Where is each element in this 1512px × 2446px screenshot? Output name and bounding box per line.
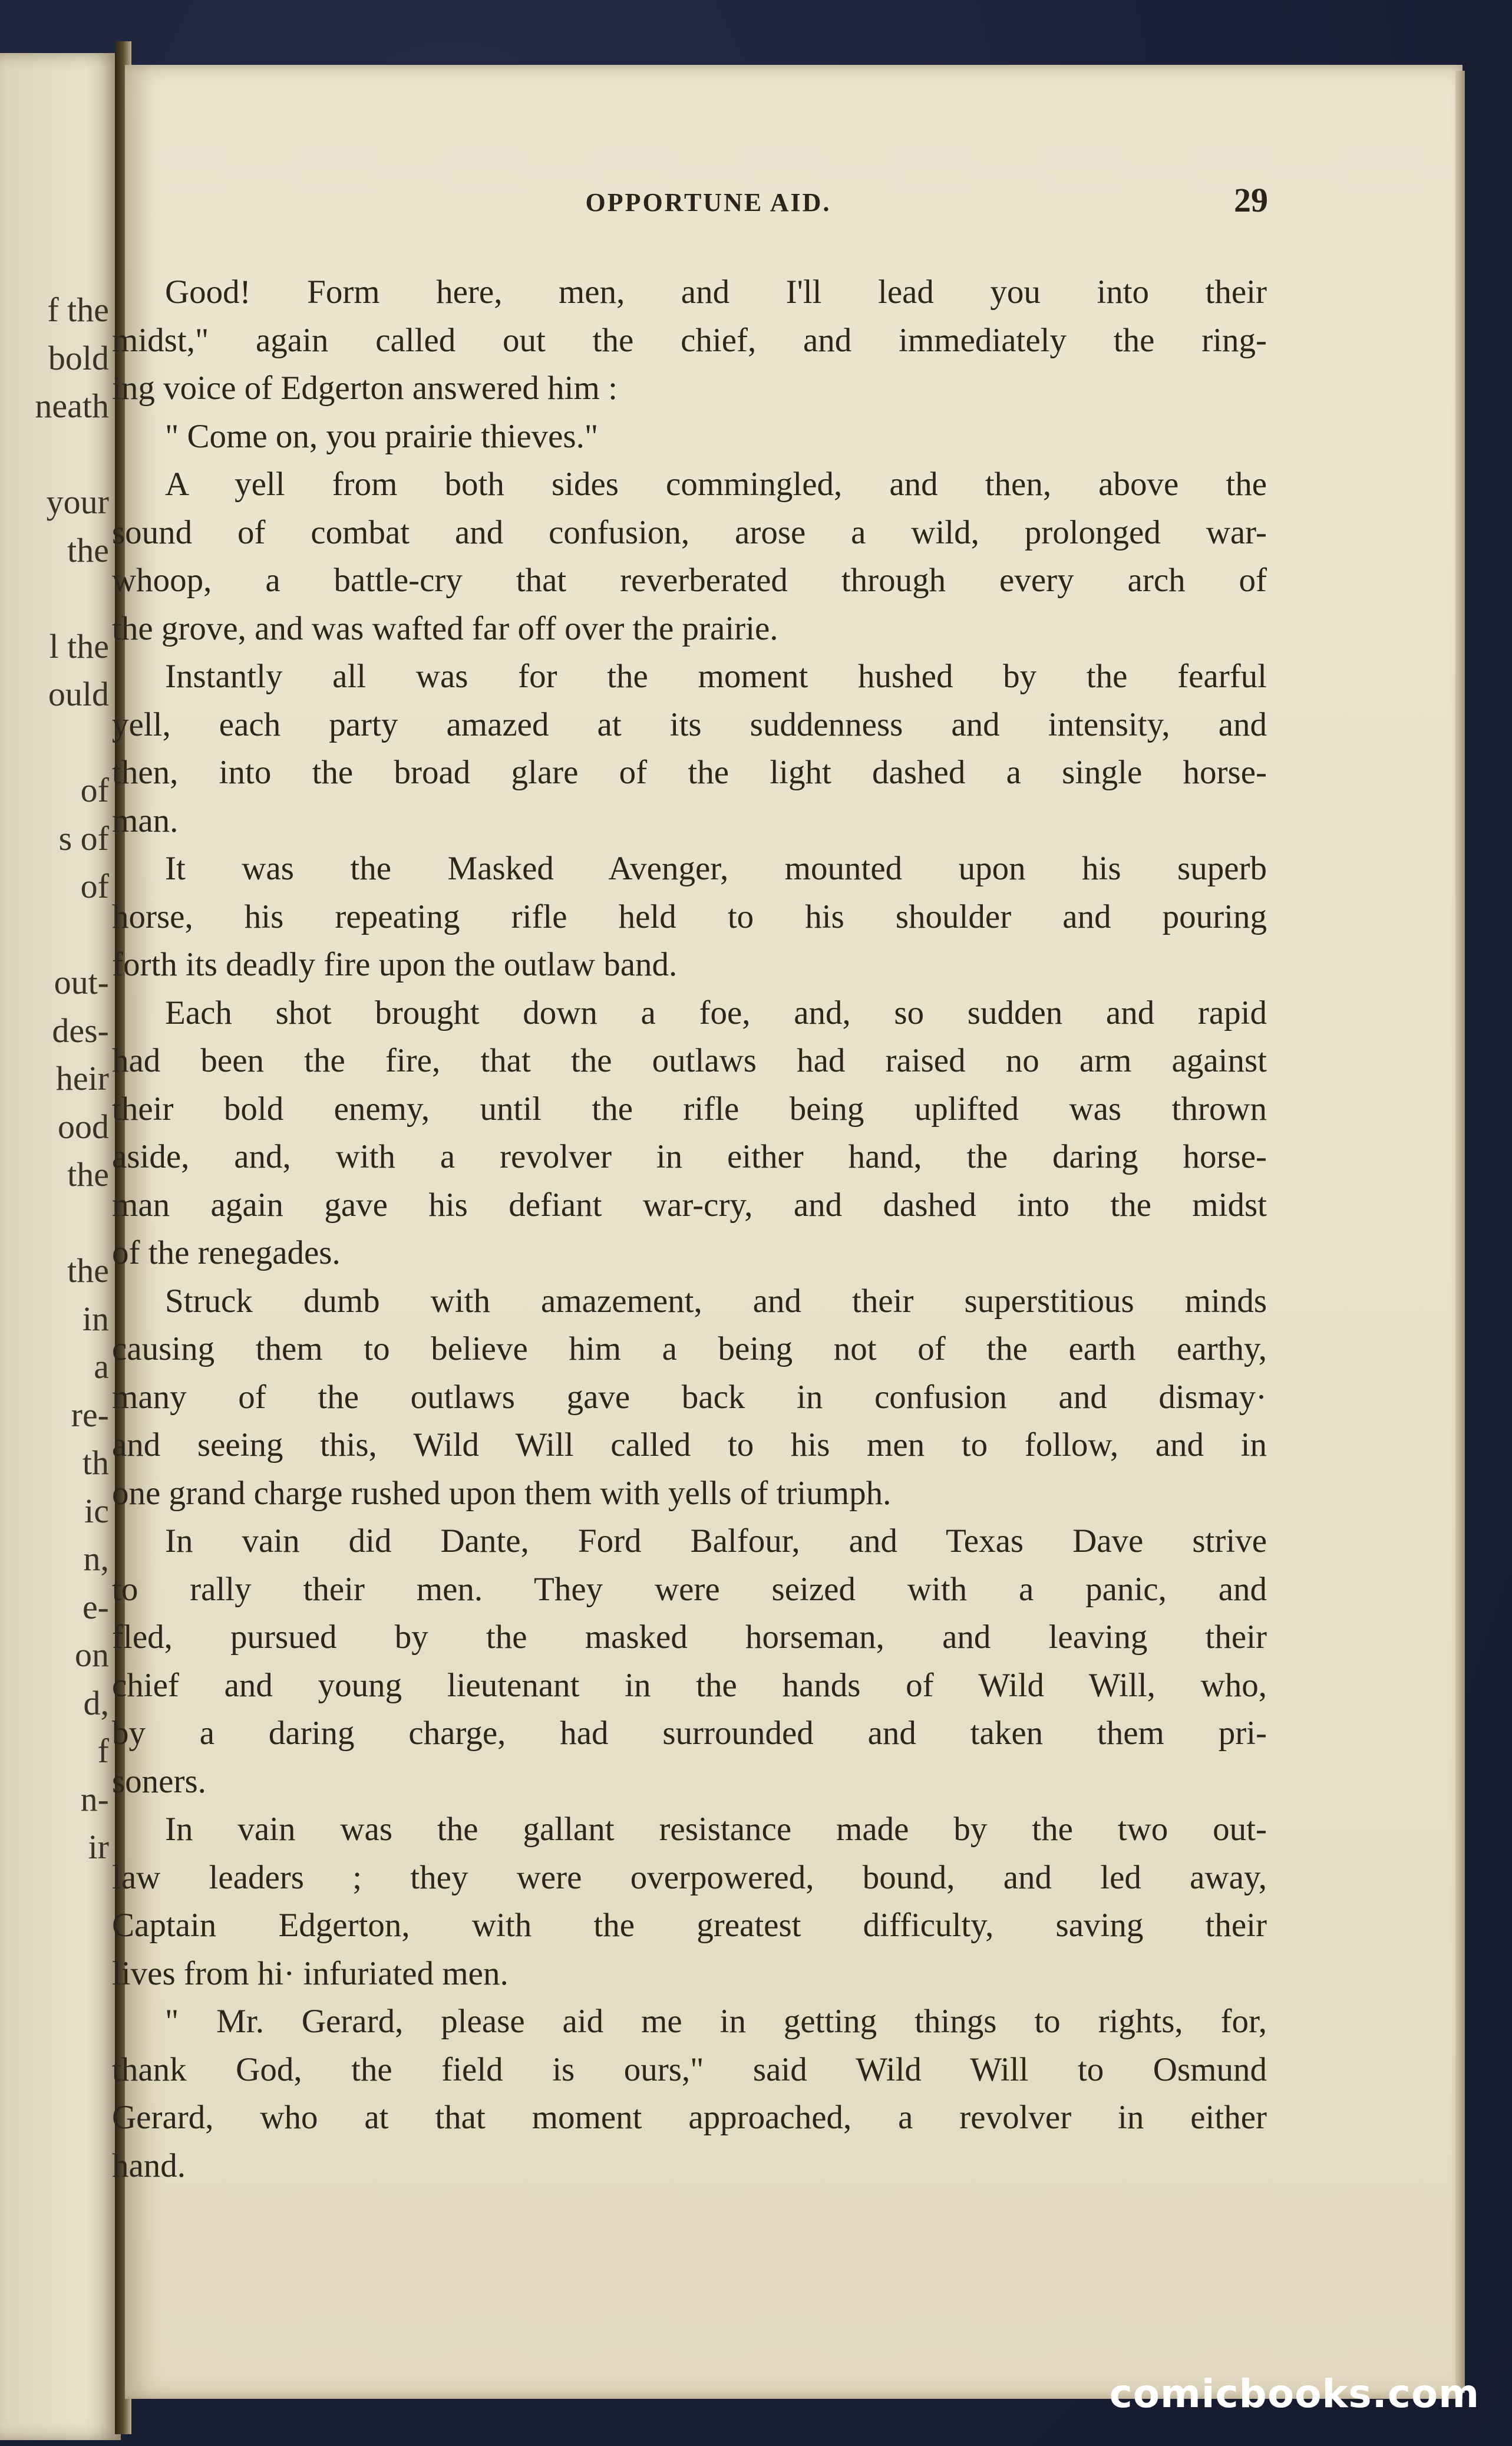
text-line: In vain was the gallant resistance made by the two out- bbox=[165, 1811, 1267, 1848]
page-number: 29 bbox=[1234, 181, 1268, 219]
text-line: of the renegades. bbox=[112, 1234, 341, 1271]
body-text bbox=[112, 268, 1267, 2190]
watermark: comicbooks.com bbox=[1109, 2371, 1480, 2417]
text-line: by a daring charge, had surrounded and taken them pri- bbox=[112, 1715, 1267, 1752]
text-line: " Come on, you prairie thieves." bbox=[165, 417, 599, 455]
left-page-fragment: your bbox=[46, 483, 109, 521]
left-page-fragment: s of bbox=[58, 819, 109, 858]
text-line: and seeing this, Wild Will called to his men to follow, and in bbox=[112, 1426, 1267, 1463]
left-page-fragment bbox=[0, 718, 109, 767]
left-page-fragment: neath bbox=[35, 387, 109, 425]
left-page-fragment: f the bbox=[47, 291, 109, 329]
left-facing-page bbox=[0, 53, 121, 2440]
text-line: Instantly all was for the moment hushed by the fearful bbox=[165, 658, 1267, 695]
text-line: " Mr. Gerard, please aid me in getting things to rights, for, bbox=[165, 2003, 1267, 2040]
left-page-fragment: the bbox=[67, 1155, 109, 1194]
running-head: OPPORTUNE AID. bbox=[585, 188, 831, 217]
left-page-fragment: n, bbox=[83, 1540, 109, 1578]
left-page-fragment: des- bbox=[52, 1011, 109, 1050]
left-page-fragment: re- bbox=[71, 1395, 109, 1434]
left-page-fragment: ood bbox=[58, 1107, 109, 1146]
left-page-fragment bbox=[0, 574, 109, 622]
left-page-text bbox=[0, 53, 109, 1871]
left-page-fragment: of bbox=[80, 771, 109, 809]
left-page-fragment: heir bbox=[55, 1059, 109, 1097]
text-line: forth its deadly fire upon the outlaw band. bbox=[112, 946, 678, 983]
left-page-fragment: on bbox=[75, 1636, 109, 1674]
text-line: sound of combat and confusion, arose a wild, prolonged war- bbox=[112, 513, 1267, 551]
text-line: Gerard, who at that moment approached, a revolver in either bbox=[112, 2099, 1267, 2136]
text-line: fled, pursued by the masked horseman, and leaving their bbox=[112, 1618, 1267, 1656]
text-line: Captain Edgerton, with the greatest difficulty, saving their bbox=[112, 1907, 1267, 1944]
text-line: hand. bbox=[112, 2147, 186, 2184]
left-page-fragment bbox=[0, 1199, 109, 1247]
text-line: the grove, and was wafted far off over the prairie. bbox=[112, 609, 778, 647]
text-line: A yell from both sides commingled, and then, above the bbox=[165, 466, 1267, 503]
text-line: had been the fire, that the outlaws had raised no arm against bbox=[112, 1042, 1267, 1079]
page-edge bbox=[1455, 71, 1465, 2393]
text-line: ing voice of Edgerton answered him : bbox=[112, 370, 618, 407]
left-page-fragment: the bbox=[67, 530, 109, 569]
text-line: midst," again called out the chief, and immediately the ring- bbox=[112, 321, 1267, 359]
text-line: Good! Form here, men, and I'll lead you into their bbox=[165, 273, 1267, 311]
left-page-fragment: n- bbox=[80, 1779, 109, 1818]
left-page-fragment: the bbox=[67, 1251, 109, 1290]
text-line: Struck dumb with amazement, and their superstitious minds bbox=[165, 1282, 1267, 1320]
left-page-fragment: bold bbox=[48, 338, 109, 377]
text-line: many of the outlaws gave back in confusion and dismay· bbox=[112, 1378, 1267, 1416]
text-line: yell, each party amazed at its suddenness and intensity, and bbox=[112, 706, 1267, 743]
text-line: whoop, a battle-cry that reverberated through every arch of bbox=[112, 562, 1267, 599]
text-line: lives from hi· infuriated men. bbox=[112, 1954, 509, 1992]
left-page-fragment: out- bbox=[54, 963, 109, 1001]
left-page-fragment: a bbox=[94, 1347, 109, 1386]
left-page-fragment: e- bbox=[82, 1587, 109, 1626]
text-line: thank God, the field is ours," said Wild Will to Osmund bbox=[112, 2051, 1267, 2088]
left-page-fragment: l the bbox=[49, 627, 109, 665]
text-line: one grand charge rushed upon them with yells of triumph. bbox=[112, 1474, 892, 1512]
text-line: causing them to believe him a being not of the earth earthy, bbox=[112, 1330, 1267, 1367]
page-header bbox=[125, 177, 1292, 224]
left-page-fragment: in bbox=[82, 1299, 109, 1338]
left-page-fragment: ic bbox=[84, 1491, 109, 1530]
left-page-fragment: f bbox=[97, 1732, 109, 1770]
text-line: man. bbox=[112, 802, 179, 839]
text-line: to rally their men. They were seized with a panic, and bbox=[112, 1570, 1267, 1608]
text-line: then, into the broad glare of the light dashed a single horse- bbox=[112, 754, 1267, 791]
text-line: horse, his repeating rifle held to his shoulder and pouring bbox=[112, 898, 1267, 935]
left-page-fragment bbox=[0, 911, 109, 959]
left-page-fragment: th bbox=[82, 1443, 109, 1482]
text-line: It was the Masked Avenger, mounted upon his superb bbox=[165, 850, 1267, 887]
text-line: chief and young lieutenant in the hands of Wild Will, who, bbox=[112, 1666, 1267, 1704]
text-line: man again gave his defiant war-cry, and dashed into the midst bbox=[112, 1186, 1267, 1224]
left-page-fragment: d, bbox=[83, 1683, 109, 1722]
text-line: soners. bbox=[112, 1762, 206, 1800]
text-line: law leaders ; they were overpowered, bound, and led away, bbox=[112, 1858, 1267, 1896]
text-line: aside, and, with a revolver in either hand, the daring horse- bbox=[112, 1138, 1267, 1175]
left-page-fragment: ould bbox=[48, 675, 109, 713]
left-page-fragment: of bbox=[80, 867, 109, 905]
text-line: their bold enemy, until the rifle being uplifted was thrown bbox=[112, 1090, 1267, 1128]
left-page-fragment bbox=[0, 430, 109, 479]
text-line: Each shot brought down a foe, and, so sudden and rapid bbox=[165, 994, 1267, 1031]
left-page-fragment: ir bbox=[88, 1828, 109, 1866]
text-line: In vain did Dante, Ford Balfour, and Texas Dave strive bbox=[165, 1522, 1267, 1560]
